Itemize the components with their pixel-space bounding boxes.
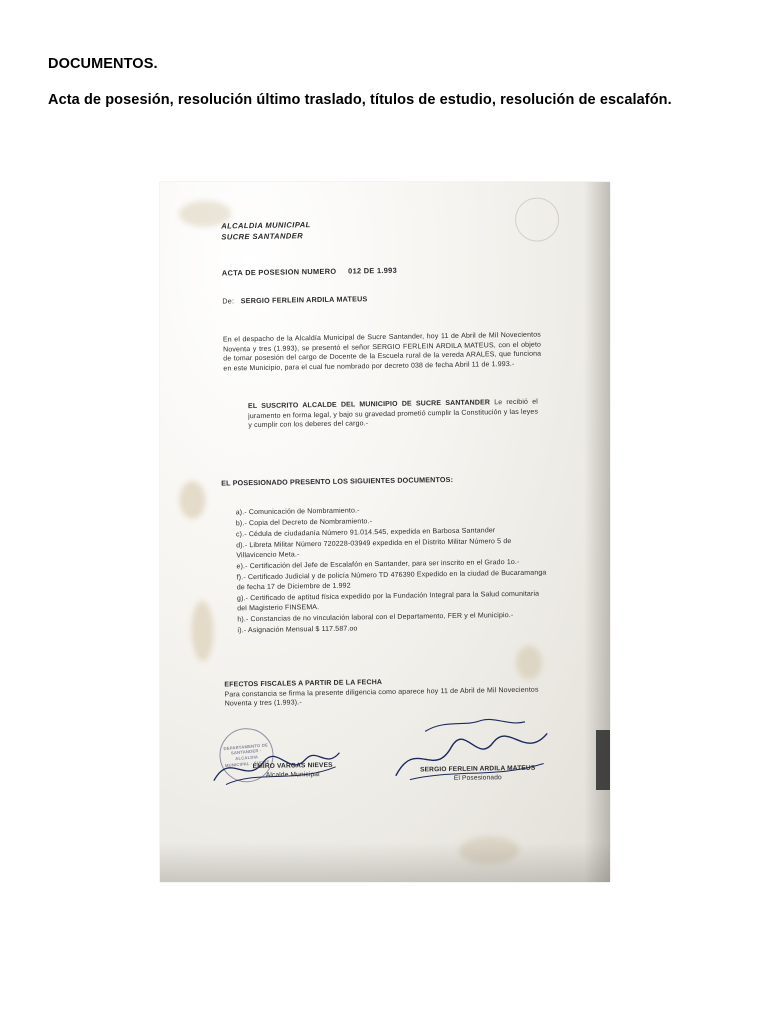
photo-dark-edge — [596, 730, 610, 790]
paragraph-two-text: Le recibió el juramento en forma legal, y bajo su gravedad prometió cumplir la Constitución y las leyes y cumplir con los deberes del cargo.- — [248, 398, 539, 430]
list-item: e).- Certificación del Jefe de Escalafón en Santander, para ser inscrito en el Grado 1o.- — [236, 559, 520, 571]
list-item: h).- Constancias de no vinculación laboral con el Departamento, FER y el Municipio.- — [237, 612, 514, 624]
fiscal-effects-text: Para constancia se firma la presente diligencia como aparece hoy 11 de Abril de Mil Novecientos Noventa y tres (1.993).- — [224, 686, 539, 708]
acta-number: 012 DE 1.993 — [348, 265, 398, 276]
scanned-document-photo — [160, 182, 610, 882]
list-item: b).- Copia del Decreto de Nombramiento.- — [235, 518, 373, 528]
documents-list-title: EL POSESIONADO PRESENTO LOS SIGUIENTES DOCUMENTOS: — [221, 474, 454, 488]
page-subtitle: Acta de posesión, resolución último traslado, títulos de estudio, resolución de escalafón. — [48, 92, 672, 109]
document-header — [48, 54, 728, 111]
signature-right-name: SERGIO FERLEIN ARDILA MATEUS — [419, 764, 536, 774]
list-item: g).- Certificado de aptitud física expedido por la Fundación Integral para la Salud comunitaria del Magisterio FINSEMA. — [236, 590, 540, 613]
paper-stain — [191, 601, 214, 661]
signature-right — [393, 763, 563, 784]
paragraph-two-title: EL SUSCRITO ALCALDE DEL MUNICIPIO DE SUCRE SANTANDER — [247, 399, 491, 411]
round-stamp-icon — [515, 197, 560, 242]
list-item: f).- Certificado Judicial y de policía Número TD 476390 Expedido en la ciudad de Bucaramanga de fecha 17 de Diciembre de 1.992 — [236, 569, 547, 592]
paragraph-two — [248, 398, 538, 432]
list-item: d).- Libreta Militar Número 720228-03949 expedida en el Distrito Militar Número 5 de Villavicencio Meta.- — [236, 538, 512, 560]
signature-left-role: Alcalde Municipal — [265, 771, 320, 779]
documents-list — [236, 503, 548, 637]
seal-text: DEPARTAMENTO DE SANTANDER · ALCALDIA MUNICIPAL · SUCRE — [223, 741, 270, 768]
fiscal-effects-block — [224, 676, 539, 710]
recipient-name: SERGIO FERLEIN ARDILA MATEUS — [240, 294, 368, 306]
issuing-authority — [221, 217, 421, 243]
acta-title: ACTA DE POSESION NUMERO — [221, 266, 337, 278]
list-item: c).- Cédula de ciudadanía Número 91.014.545, expedida en Barbosa Santander — [235, 527, 496, 539]
paper-sheet — [160, 182, 610, 882]
org-line-2: SUCRE SANTANDER — [221, 231, 304, 242]
list-item: i).- Asignación Mensual $ 117.587.oo — [237, 625, 358, 635]
de-label: De: — [222, 296, 235, 306]
signature-right-role: El Posesionado — [453, 774, 502, 783]
recipient-line — [222, 292, 512, 306]
org-line-1: ALCALDIA MUNICIPAL — [221, 220, 311, 231]
acta-title-line — [222, 264, 512, 279]
signature-left-name: EMIRO VARGAS NIEVES — [252, 761, 333, 771]
paragraph-one: En el despacho de la Alcaldía Municipal de Sucre Santander, hoy 11 de Abril de Mil Novecientos Noventa y tres (1.993), se presentó el señor SERGIO FERLEIN ARDILA MATEUS, con el objeto de tomar posesión del cargo de Docente de la Escuela rural de la vereda ARALES, que funciona en este Municipio, para el cual fue nombrado por decreto 038 de fecha Abril 11 de 1.993.- — [222, 331, 542, 373]
paper-stain — [179, 481, 206, 519]
page-title: DOCUMENTOS. — [48, 56, 158, 72]
photo-shadow-bottom — [160, 842, 610, 882]
list-item: a).- Comunicación de Nombramiento.- — [235, 507, 360, 517]
signature-left — [218, 760, 368, 781]
fiscal-effects-title: EFECTOS FISCALES A PARTIR DE LA FECHA — [224, 679, 383, 689]
